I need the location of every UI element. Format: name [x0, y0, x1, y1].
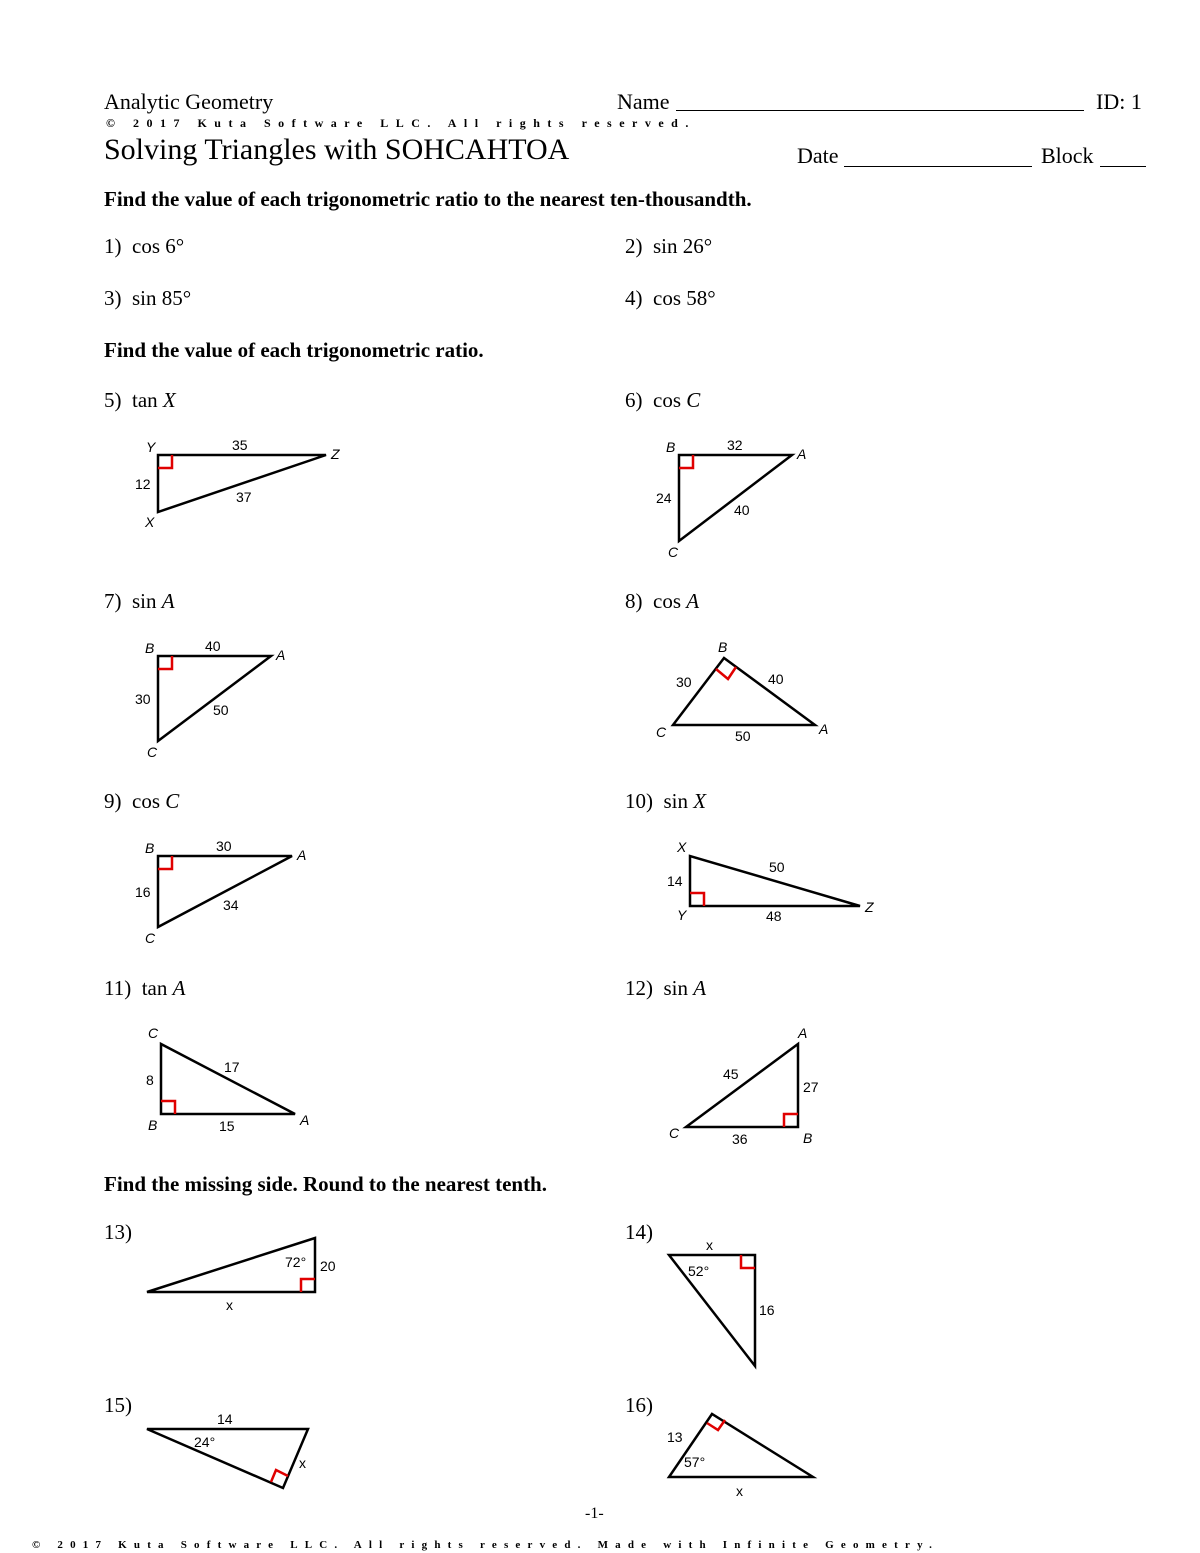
side-label: 40: [768, 671, 784, 687]
problem-9: [104, 789, 179, 814]
side-label: 36: [732, 1131, 748, 1147]
problem-7: [104, 589, 175, 614]
trig-function: cos: [132, 789, 160, 813]
angle-value: 6°: [165, 234, 185, 258]
side-label: 12: [135, 476, 151, 492]
problem-16: [625, 1393, 653, 1418]
side-label: 32: [727, 437, 743, 453]
problem-number: 14): [625, 1220, 653, 1244]
vertex-label: A: [797, 446, 807, 462]
triangle-8: [656, 639, 828, 744]
vertex-label: A: [276, 647, 286, 663]
page-number: -1-: [585, 1505, 604, 1522]
side-label: 8: [146, 1072, 154, 1088]
side-label: 35: [232, 437, 248, 453]
side-label: 13: [667, 1429, 683, 1445]
angle-variable: X: [693, 789, 707, 813]
triangle-16: [667, 1414, 813, 1499]
vertex-label: C: [145, 930, 156, 946]
angle-label: 57°: [684, 1454, 706, 1470]
trig-function: cos: [653, 286, 681, 310]
side-label: 30: [676, 674, 692, 690]
problem-number: 11): [104, 976, 132, 1000]
side-label: 45: [723, 1066, 739, 1082]
vertex-label: Y: [146, 439, 156, 455]
angle-label: 52°: [688, 1263, 710, 1279]
angle-variable: A: [693, 976, 707, 1000]
vertex-label: Z: [331, 446, 340, 462]
angle-value: 58°: [686, 286, 716, 310]
vertex-label: C: [147, 744, 158, 760]
triangle-5: [135, 437, 340, 530]
section-instruction: Find the missing side. Round to the nearest tenth.: [104, 1172, 547, 1196]
vertex-label: C: [668, 544, 679, 560]
problem-number: 13): [104, 1220, 132, 1244]
angle-variable: A: [172, 976, 186, 1000]
side-label: 50: [735, 728, 751, 744]
side-label: 14: [217, 1411, 233, 1427]
problem-number: 12): [625, 976, 653, 1000]
problem-number: 10): [625, 789, 653, 813]
triangle-6: [656, 437, 806, 560]
triangle-12: [669, 1025, 819, 1147]
problem-number: 5): [104, 388, 122, 412]
problem-number: 1): [104, 234, 122, 258]
trig-function: tan: [132, 388, 158, 412]
name-label: Name: [617, 89, 670, 114]
vertex-label: B: [718, 639, 728, 655]
vertex-label: X: [145, 514, 155, 530]
vertex-label: C: [148, 1025, 159, 1041]
side-label: 16: [135, 884, 151, 900]
worksheet-title: Solving Triangles with SOHCAHTOA: [104, 133, 570, 166]
trig-function: sin: [132, 286, 157, 310]
vertex-label: C: [656, 724, 667, 740]
block-label: Block: [1041, 143, 1094, 168]
triangle-14: [669, 1237, 775, 1366]
unknown-side-label: x: [299, 1455, 306, 1471]
side-label: 17: [224, 1059, 240, 1075]
angle-value: 26°: [682, 234, 713, 258]
vertex-label: A: [819, 721, 829, 737]
side-label: 40: [205, 638, 221, 654]
trig-function: sin: [132, 589, 157, 613]
side-label: 34: [223, 897, 239, 913]
vertex-label: B: [803, 1130, 813, 1146]
angle-label: 24°: [194, 1434, 216, 1450]
triangle-9: [135, 838, 306, 946]
problem-number: 6): [625, 388, 643, 412]
problem-14: [625, 1220, 653, 1245]
problem-number: 16): [625, 1393, 653, 1417]
angle-variable: C: [686, 388, 701, 412]
problem-number: 3): [104, 286, 122, 310]
triangle-7: [135, 638, 285, 760]
problem-8: [625, 589, 699, 614]
vertex-label: A: [297, 847, 307, 863]
problem-number: 4): [625, 286, 643, 310]
side-label: 48: [766, 908, 782, 924]
trig-function: sin: [663, 976, 689, 1000]
problem-number: 9): [104, 789, 122, 813]
copyright-small: © 2017 Kuta Software LLC. All rights reserved.: [106, 116, 696, 130]
side-label: 37: [236, 489, 252, 505]
footer-copyright: © 2017 Kuta Software LLC. All rights reserved. Made with Infinite Geometry.: [32, 1539, 940, 1551]
trig-function: tan: [141, 976, 168, 1000]
angle-variable: C: [165, 789, 180, 813]
side-label: 30: [135, 691, 151, 707]
angle-variable: X: [162, 388, 176, 412]
side-label: 24: [656, 490, 672, 506]
problem-13: [104, 1220, 132, 1245]
trig-function: cos: [132, 234, 160, 258]
side-label: 15: [219, 1118, 235, 1134]
angle-value: 85°: [161, 286, 192, 310]
problem-number: 7): [104, 589, 122, 613]
side-label: 27: [803, 1079, 819, 1095]
side-label: 16: [759, 1302, 775, 1318]
trig-function: sin: [663, 789, 689, 813]
problem-number: 2): [625, 234, 643, 258]
problem-number: 8): [625, 589, 643, 613]
problem-10: [625, 789, 706, 814]
side-label: 30: [216, 838, 232, 854]
unknown-side-label: x: [226, 1297, 233, 1313]
side-label: 14: [667, 873, 683, 889]
vertex-label: C: [669, 1125, 680, 1141]
angle-variable: A: [686, 589, 700, 613]
vertex-label: B: [145, 640, 155, 656]
id-label: ID: 1: [1096, 89, 1142, 114]
problem-6: [625, 388, 700, 413]
triangle-13: [147, 1238, 336, 1313]
vertex-label: X: [677, 839, 687, 855]
trig-function: cos: [653, 388, 681, 412]
date-label: Date: [797, 143, 839, 168]
side-label: 50: [769, 859, 785, 875]
problem-11: [104, 976, 185, 1001]
angle-label: 72°: [285, 1254, 307, 1270]
unknown-side-label: x: [736, 1483, 743, 1499]
problem-number: 15): [104, 1393, 132, 1417]
section-instruction: Find the value of each trigonometric ratio to the nearest ten-thousandth.: [104, 187, 752, 211]
trig-function: sin: [653, 234, 678, 258]
side-label: 50: [213, 702, 229, 718]
problem-12: [625, 976, 706, 1001]
vertex-label: Y: [677, 907, 687, 923]
trig-function: cos: [653, 589, 681, 613]
vertex-label: A: [798, 1025, 808, 1041]
course-name: Analytic Geometry: [104, 89, 274, 114]
side-label: 20: [320, 1258, 336, 1274]
triangle-10: [667, 839, 874, 924]
triangle-11: [146, 1025, 309, 1134]
vertex-label: B: [666, 439, 676, 455]
vertex-label: B: [145, 840, 155, 856]
angle-variable: A: [161, 589, 175, 613]
vertex-label: A: [300, 1112, 310, 1128]
unknown-side-label: x: [706, 1237, 713, 1253]
section-instruction: Find the value of each trigonometric ratio.: [104, 338, 484, 362]
triangle-15: [147, 1411, 308, 1488]
vertex-label: B: [148, 1117, 158, 1133]
vertex-label: Z: [865, 899, 874, 915]
problem-15: [104, 1393, 132, 1418]
side-label: 40: [734, 502, 750, 518]
